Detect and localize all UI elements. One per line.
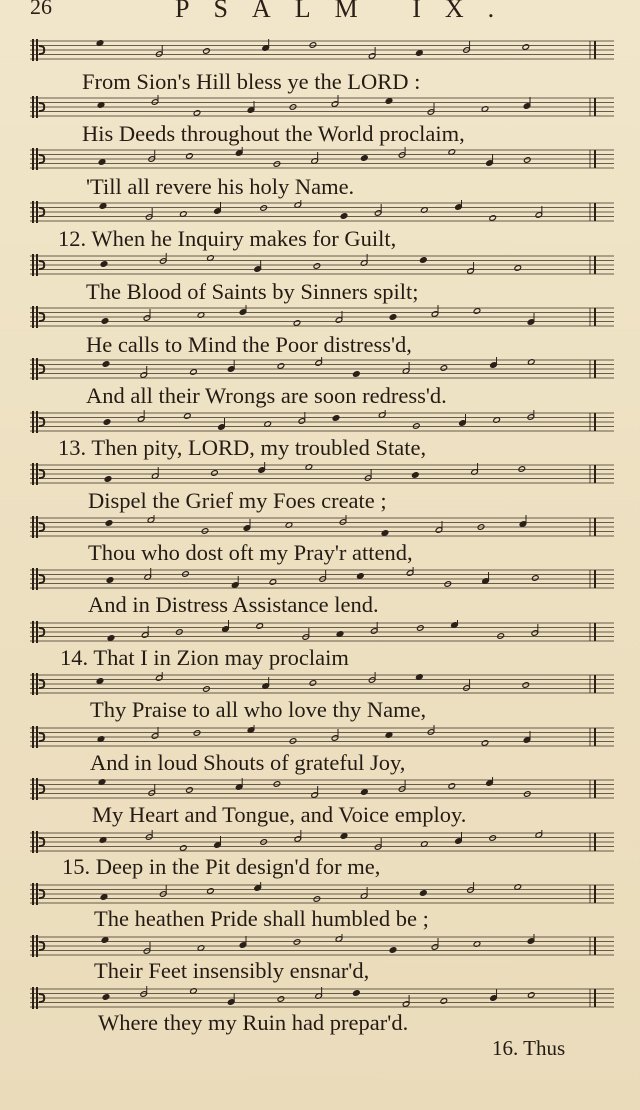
note-head: [313, 263, 321, 270]
note-head: [340, 833, 348, 840]
page-header: [0, 0, 640, 24]
note-head: [313, 896, 321, 903]
note-head: [440, 365, 448, 372]
note-head: [361, 789, 369, 796]
music-stave: [30, 934, 614, 958]
lyric-line: 14. That I in Zion may proclaim: [60, 645, 349, 670]
lyric-line: 13. Then pity, LORD, my troubled State,: [58, 435, 427, 460]
note-head: [180, 845, 188, 852]
note-head: [353, 371, 361, 378]
note-head: [309, 42, 317, 49]
note-head: [289, 738, 297, 745]
note-head: [381, 530, 389, 537]
note-head: [440, 998, 448, 1005]
lyric-line: The Blood of Saints by Sinners spilt;: [86, 279, 419, 304]
note-head: [497, 633, 505, 640]
lyric-line: Where they my Ruin had prepar'd.: [98, 1010, 409, 1035]
music-stave: [30, 620, 614, 644]
note-head: [444, 581, 452, 588]
note-head: [522, 44, 530, 51]
note-head: [448, 783, 456, 790]
music-stave: [30, 515, 614, 539]
note-head: [102, 994, 110, 1001]
music-stave: [30, 410, 614, 434]
page-number: 26: [30, 0, 52, 19]
lyric-line: 15. Deep in the Pit design'd for me,: [62, 854, 381, 879]
note-head: [104, 476, 112, 483]
lyric-line: His Deeds throughout the World proclaim,: [82, 121, 465, 146]
music-stave: [30, 38, 614, 62]
music-stave: [30, 147, 614, 171]
lyric-line: Their Feet insensibly ensnar'd,: [94, 958, 370, 983]
note-head: [353, 990, 361, 997]
music-stave: [30, 462, 614, 486]
note-head: [193, 110, 201, 117]
music-stave: [30, 672, 614, 696]
note-head: [101, 937, 109, 944]
lyric-line: 'Till all revere his holy Name.: [86, 174, 355, 199]
note-head: [481, 740, 489, 747]
lyric-line: Thy Praise to all who love thy Name,: [90, 697, 427, 722]
note-head: [531, 575, 539, 582]
note-head: [273, 781, 281, 788]
note-head: [260, 205, 268, 212]
note-head: [389, 947, 397, 954]
note-head: [203, 48, 211, 55]
note-head: [102, 361, 110, 368]
lyric-line: He calls to Mind the Poor distress'd,: [86, 332, 412, 357]
music-stave: [30, 253, 614, 277]
note-head: [277, 996, 285, 1003]
note-head: [293, 939, 301, 946]
note-head: [489, 835, 497, 842]
note-head: [361, 155, 369, 162]
lyric-line: From Sion's Hill bless ye the LORD :: [82, 69, 421, 94]
note-head: [101, 318, 109, 325]
note-head: [100, 261, 108, 268]
lyric-line: My Heart and Tongue, and Voice employ.: [92, 802, 467, 827]
note-head: [211, 470, 219, 477]
note-head: [527, 992, 535, 999]
note-head: [207, 888, 215, 895]
music-stave: [30, 882, 614, 906]
music-stave: [30, 567, 614, 591]
lyric-line: And in loud Shouts of grateful Joy,: [90, 750, 406, 775]
lyric-line: Dispel the Grief my Foes create ;: [88, 488, 387, 513]
note-head: [107, 635, 115, 642]
note-head: [190, 369, 198, 376]
music-stave: [30, 357, 614, 381]
note-head: [420, 257, 428, 264]
note-head: [522, 682, 530, 689]
catchword: 16. Thus: [492, 1036, 566, 1060]
note-head: [105, 520, 113, 527]
note-head: [203, 686, 211, 693]
music-stave: [30, 95, 614, 119]
running-title: PSALM IX.: [175, 0, 519, 23]
note-head: [420, 890, 428, 897]
note-head: [201, 528, 209, 535]
note-head: [416, 50, 424, 57]
note-head: [523, 157, 531, 164]
note-head: [184, 413, 192, 420]
note-head: [357, 573, 365, 580]
note-head: [332, 415, 340, 422]
note-head: [186, 787, 194, 794]
note-head: [98, 159, 106, 166]
note-head: [193, 730, 201, 737]
music-stave: [30, 986, 614, 1010]
music-stave: [30, 200, 614, 224]
note-head: [514, 265, 522, 272]
note-head: [389, 314, 397, 321]
note-head: [293, 320, 301, 327]
note-head: [385, 98, 393, 105]
note-head: [269, 579, 277, 586]
note-head: [309, 680, 317, 687]
note-head: [182, 571, 190, 578]
note-head: [256, 623, 264, 630]
note-head: [412, 472, 420, 479]
note-head: [489, 215, 497, 222]
note-head: [103, 419, 111, 426]
note-head: [186, 153, 194, 160]
note-head: [277, 363, 285, 370]
note-head: [340, 213, 348, 220]
note-head: [96, 678, 104, 685]
note-head: [518, 466, 526, 473]
lyric-line: 12. When he Inquiry makes for Guilt,: [58, 226, 397, 251]
note-head: [523, 791, 531, 798]
lyric-line: And all their Wrongs are soon redress'd.: [86, 383, 447, 408]
music-stave: [30, 305, 614, 329]
note-head: [413, 423, 421, 430]
music-stave: [30, 725, 614, 749]
note-head: [106, 577, 114, 584]
music-stave: [30, 830, 614, 854]
note-head: [273, 161, 281, 168]
lyric-line: The heathen Pride shall humbled be ;: [94, 906, 429, 931]
note-head: [99, 203, 107, 210]
music-stave: [30, 777, 614, 801]
lyric-line: And in Distress Assistance lend.: [88, 592, 379, 617]
note-head: [417, 625, 425, 632]
lyric-line: Thou who dost oft my Pray'r attend,: [88, 540, 413, 565]
note-head: [100, 894, 108, 901]
note-head: [473, 308, 481, 315]
